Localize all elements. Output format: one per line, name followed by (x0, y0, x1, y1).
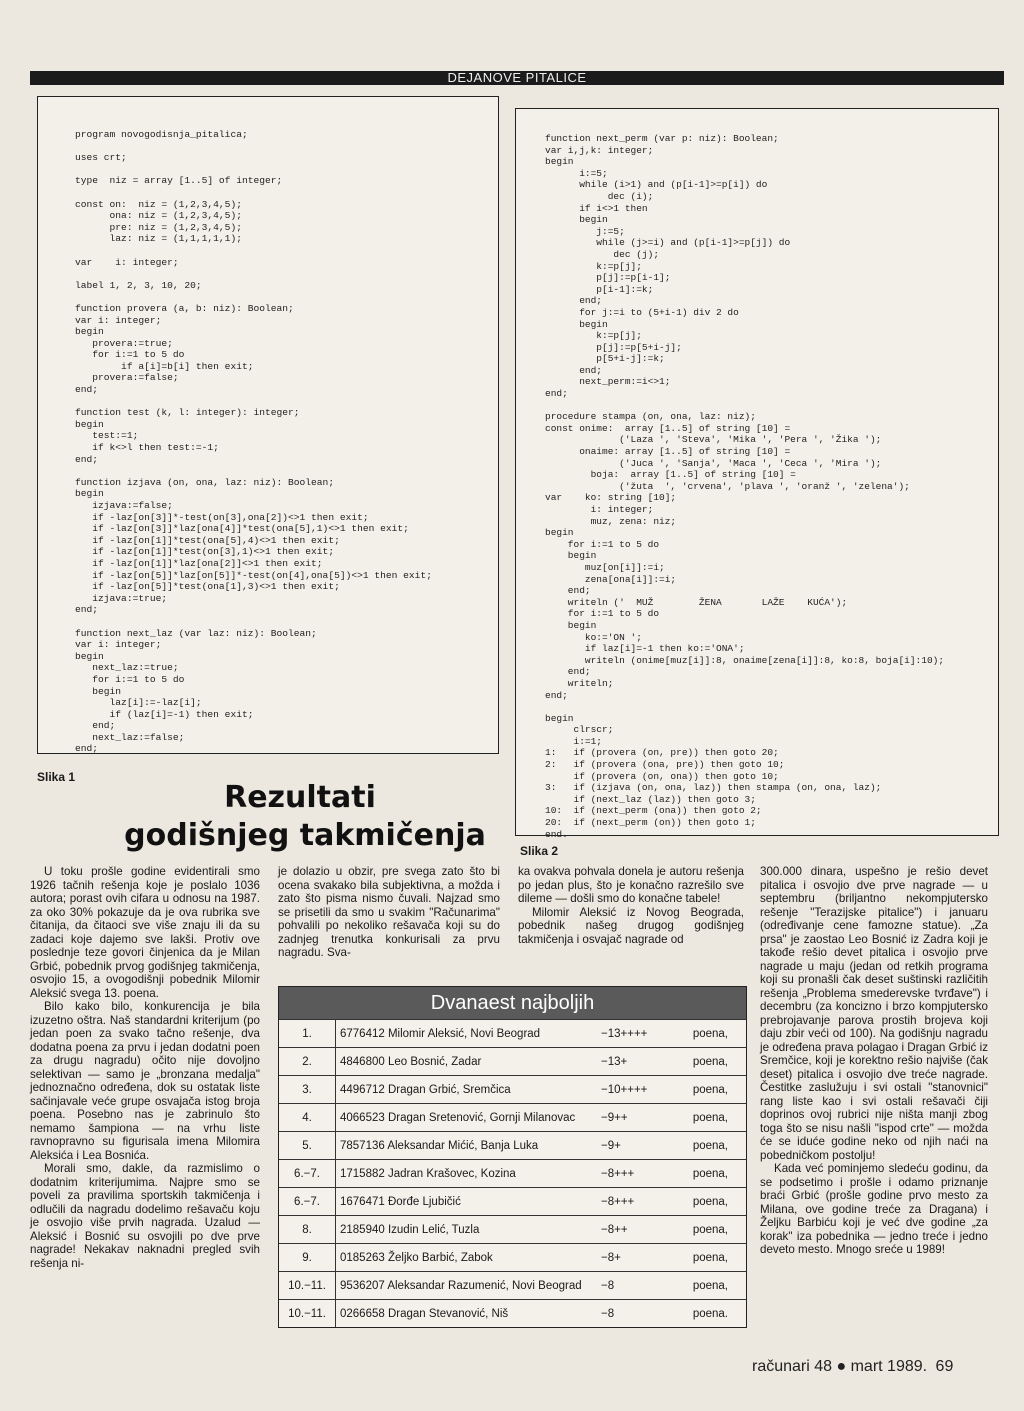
score-cell: −8+ (597, 1244, 687, 1272)
code-text-2: function next_perm (var p: niz): Boolean; var i,j,k: integer; begin i:=5; while (i>1) and (p[i-1]>=p[i]) do dec (i); if i<>1 then begin j:=5; while (j>=i) and (p[i-1]>=p[j]) do dec (j); k:=p[j]; p[j]:=p[i-1]; p[i-1]:=k; end; for j:=i to (5+i-1) div 2 do begin k:=p[j]; p[j]:=p[5+i-j]; p[5+i-j]:=k; end; next_perm:=i<>1; end; procedure stampa (on, ona, laz: niz); const onime: array [1..5] of string [10] = ('Laza ', 'Steva', 'Mika ', 'Pera ', 'Žika '); onaime: array [1..5] of string [10] = ('Juca ', 'Sanja', 'Maca ', 'Ceca ', 'Mira '); boja: array [1..5] of string [10] = ('žuta ', 'crvena', 'plava ', 'oranž ', 'zelena'); var ko: string [10]; i: integer; muz, zena: niz; begin for i:=1 to 5 do begin muz[on[i]]:=i; zena[ona[i]]:=i; end; writeln (' MUŽ ŽENA LAŽE KUĆA'); for i:=1 to 5 do begin ko:='ON '; if laz[i]=-1 then ko:='ONA'; writeln (onime[muz[i]]:8, onaime[zena[i]]:8, ko:8, boja[i]:10); end; writeln; end; begin clrscr; i:=1; 1: if (provera (on, pre)) then goto 20; 2: if (provera (ona, pre)) then goto 10; if (provera (on, ona)) then goto 10; 3: if (izjava (on, ona, laz)) then stampa (on, ona, laz); if (next_laz (laz)) then goto 3; 10: if (next_perm (ona)) then goto 2; 20: if (next_perm (on)) then goto 1; end. (545, 133, 945, 840)
unit-cell: poena, (687, 1104, 746, 1132)
paragraph: Morali smo, dakle, da razmislimo o dodatnim kriterijumima. Najpre smo se poveli za pravilima sportskih takmičenja i odlučili da nagradu dodelimo rešavaču koju je osvojio više prvih nagrada. Uzalud — Aleksić i Bosnić su osvojili po dve prve nagrade! Nekakav naknadni pregled svih rešenja ni- (30, 1162, 260, 1270)
article-column-1 (30, 865, 260, 1270)
table-row (279, 1188, 746, 1216)
table-row (279, 1132, 746, 1160)
table-row (279, 1244, 746, 1272)
section-header-bar (30, 71, 1004, 85)
article-headline-line1: Rezultati (224, 780, 376, 815)
name-cell: 0185263 Željko Barbić, Zabok (336, 1244, 598, 1272)
table-row (279, 1300, 746, 1328)
unit-cell: poena, (687, 1244, 746, 1272)
rank-cell: 8. (279, 1216, 336, 1244)
name-cell: 0266658 Dragan Stevanović, Niš (336, 1300, 598, 1328)
score-cell: −8 (597, 1300, 687, 1328)
paragraph: ka ovakva pohvala donela je autoru rešenja po jedan plus, što je konačno razrešilo sve dileme — došli smo do konačne tabele! (518, 865, 744, 905)
name-cell: 2185940 Izudin Lelić, Tuzla (336, 1216, 598, 1244)
article-column-3 (518, 865, 744, 946)
figure-caption-2: Slika 2 (520, 844, 559, 858)
section-title: DEJANOVE PITALICE (447, 70, 587, 85)
unit-cell: poena. (687, 1300, 746, 1328)
unit-cell: poena, (687, 1076, 746, 1104)
score-cell: −13+ (597, 1048, 687, 1076)
page-footer (752, 1358, 953, 1376)
table-row (279, 1020, 746, 1048)
table-title: Dvanaest najboljih (279, 987, 746, 1019)
name-cell: 7857136 Aleksandar Mićić, Banja Luka (336, 1132, 598, 1160)
paragraph: je dolazio u obzir, pre svega zato što bi ocena svakako bila subjektivna, a možda i zato što pisma nismo čuvali. Najzad smo se prisetili da smo u svakim "Računarima" pohvalili po nekoliko rešavača koji su do zadnjeg trenutka konkurisali za prvu nagradu. Sva- (278, 865, 500, 959)
publication-issue: računari 48 ● mart 1989. (752, 1358, 928, 1375)
score-cell: −13++++ (597, 1020, 687, 1048)
rank-cell: 3. (279, 1076, 336, 1104)
article-headline-line2: godišnjeg takmičenja (124, 818, 486, 853)
paragraph: Milomir Aleksić iz Novog Beograda, pobednik našeg drugog godišnjeg takmičenja i osvajač nagrade od (518, 905, 744, 946)
page-number: 69 (935, 1358, 954, 1375)
paragraph: 300.000 dinara, uspešno je rešio devet pitalica i osvojio dve prve nagrade — u septembru (briljantno nekompjutersko rešenje "Terazijske pitalice") i januaru (određivanje cene famozne statue). „Za prsa" je zaostao Leo Bosnić iz Zadra koji je takođe rešio devet pitalica i osvojio prve nagrade u maju (jedan od retkih programa koji su pronašli čak deset suštinski različitih rešenja „Problema smederevske tvrđave") i decembru (za koncizno i brzo kompjutersko prebrojavanje parova prostih brojeva koji daju zbir veći od 100). Na godišnju nagradu je određena prava polagao i Dragan Grbić iz Sremčice, koji je korektno rešio najviše (čak deset) pitalica i osvojio dve treće nagrade. Čestitke zaslužuju i svi ostali "stanovnici" rang liste kao i svi ostali rešavači čiji doprinos ovoj rubrici nije ništa manji zbog toga što se nisu našli "ispod crte" — možda će se iduće godine neko od njih naći na pobedničkom postolju! (760, 865, 988, 1162)
rank-cell: 9. (279, 1244, 336, 1272)
article-column-2 (278, 865, 500, 960)
name-cell: 4496712 Dragan Grbić, Sremčica (336, 1076, 598, 1104)
ranking-table (279, 1019, 746, 1327)
name-cell: 6776412 Milomir Aleksić, Novi Beograd (336, 1020, 598, 1048)
rank-cell: 10.−11. (279, 1300, 336, 1328)
table-row (279, 1272, 746, 1300)
rank-cell: 2. (279, 1048, 336, 1076)
unit-cell: poena, (687, 1216, 746, 1244)
score-cell: −8 (597, 1272, 687, 1300)
unit-cell: poena, (687, 1048, 746, 1076)
paragraph: Kada već pominjemo sledeću godinu, da se podsetimo i prošle i odamo priznanje braći Grbić (prošle godine prvo mesto za Milana, ove godine treće za Dragana) i Željku Barbiću koji je već dve godine „za korak" iza pobednika — jedno treće i jedno deveto mesto. Mnogo sreće u 1989! (760, 1162, 988, 1256)
score-cell: −9+ (597, 1132, 687, 1160)
paragraph: Bilo kako bilo, konkurencija je bila izuzetno oštra. Naš standardni kriterijum (po jedan poen za svako tačno rešenje, dva dodatna poena za prvu i jedan dodatni poen za drugu nagradu) očito nije dovoljno selektivan — samo je „bronzana medalja" jednoznačno određena, dok su ostatak liste sačinjavale veće grupe osvajača istog broja poena. Posebno nas je zabrinulo što nemamo šampiona — na vrhu liste ravnopravno su figurisala imena Milomira Aleksića i Lea Bosnića. (30, 1000, 260, 1162)
unit-cell: poena, (687, 1188, 746, 1216)
rank-cell: 1. (279, 1020, 336, 1048)
name-cell: 9536207 Aleksandar Razumenić, Novi Beograd (336, 1272, 598, 1300)
score-cell: −8+++ (597, 1188, 687, 1216)
unit-cell: poena, (687, 1020, 746, 1048)
article-column-4 (760, 865, 988, 1257)
code-listing-2 (515, 108, 999, 840)
name-cell: 1715882 Jadran Krašovec, Kozina (336, 1160, 598, 1188)
table-row (279, 1048, 746, 1076)
score-cell: −8++ (597, 1216, 687, 1244)
score-cell: −8+++ (597, 1160, 687, 1188)
rank-cell: 5. (279, 1132, 336, 1160)
rank-cell: 6.−7. (279, 1160, 336, 1188)
rank-cell: 4. (279, 1104, 336, 1132)
name-cell: 1676471 Đorđe Ljubičić (336, 1188, 598, 1216)
name-cell: 4066523 Dragan Sretenović, Gornji Milanovac (336, 1104, 598, 1132)
unit-cell: poena, (687, 1272, 746, 1300)
unit-cell: poena, (687, 1132, 746, 1160)
name-cell: 4846800 Leo Bosnić, Zadar (336, 1048, 598, 1076)
code-listing-1 (37, 96, 499, 754)
table-row (279, 1216, 746, 1244)
table-row (279, 1104, 746, 1132)
rank-cell: 10.−11. (279, 1272, 336, 1300)
rank-cell: 6.−7. (279, 1188, 336, 1216)
code-text-1: program novogodisnja_pitalica; uses crt; type niz = array [1..5] of integer; const on: niz = (1,2,3,4,5); ona: niz = (1,2,3,4,5); pre: niz = (1,2,3,4,5); laz: niz = (1,1,1,1,1); var i: integer; label 1, 2, 3, 10, 20; function provera (a, b: niz): Boolean; var i: integer; begin provera:=true; for i:=1 to 5 do if a[i]=b[i] then exit; provera:=false; end; function test (k, l: integer): integer; begin test:=1; if k<>l then test:=-1; end; function izjava (on, ona, laz: niz): Boolean; begin izjava:=false; if -laz[on[3]]*-test(on[3],ona[2])<>1 then exit; if -laz[on[3]]*laz[ona[4]]*test(ona[5],1)<>1 then exit; if -laz[on[1]]*test(ona[5],4)<>1 then exit; if -laz[on[1]]*test(on[3],1)<>1 then exit; if -laz[on[1]]*laz[ona[2]]<>1 then exit; if -laz[on[5]]*laz[on[5]]*-test(on[4],ona[5])<>1 then exit; if -laz[on[5]]*test(ona[1],3)<>1 then exit; izjava:=true; end; function next_laz (var laz: niz): Boolean; var i: integer; begin next_laz:=true; for i:=1 to 5 do begin laz[i]:=-laz[i]; if (laz[i]=-1) then exit; end; next_laz:=false; end; (75, 129, 432, 755)
figure-caption-1: Slika 1 (37, 770, 76, 784)
table-row (279, 1076, 746, 1104)
score-cell: −10++++ (597, 1076, 687, 1104)
paragraph: U toku prošle godine evidentirali smo 1926 tačnih rešenja koje je poslalo 1036 autora; porast ovih cifara u odnosu na 1987. za oko 30% pokazuje da je ova rubrika sve čitanija, da čitaoci sve više znaju ili da su zadaci koje dajemo sve lakši. Protiv ove poslednje teze govori činjenica da je Milan Grbić, pobednik prvog godišnjeg takmičenja, osvojio 15, a ovogodišnji pobednik Milomir Aleksić svega 13. poena. (30, 865, 260, 1000)
score-cell: −9++ (597, 1104, 687, 1132)
results-table (278, 986, 747, 1328)
unit-cell: poena, (687, 1160, 746, 1188)
table-row (279, 1160, 746, 1188)
